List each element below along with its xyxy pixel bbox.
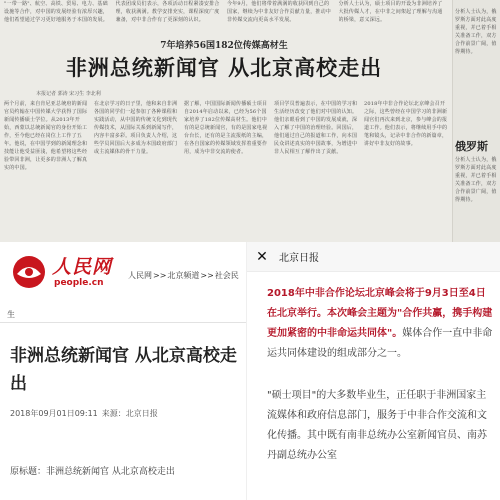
breadcrumb-item-beijing[interactable]: 北京频道 — [167, 271, 200, 280]
article-lead — [267, 284, 495, 364]
newspaper-body — [4, 100, 448, 242]
newspaper-column: 项目学员普遍表示，在中国的学习和生活经历改变了他们对中国的认知。他们亲眼看到了中国的发展成就，深入了解了中国的治理经验。回国后，他们通过自己的报道和工作，向本国民众讲述真实的中国故事，为增进中非人民相互了解作出了贡献。 — [274, 101, 358, 155]
people-daily-article — [0, 242, 246, 500]
article-title: 非洲总统新闻官 从北京高校走出 — [10, 346, 237, 394]
wechat-header — [247, 242, 500, 272]
article-source[interactable]: 来源：北京日报 — [101, 409, 158, 418]
lead-rest: 媒体合作一直中非命运共同体建设的组成部分之一。 — [267, 328, 493, 359]
newspaper-column: 在北京学习的日子里，他和来自非洲各国的同学们一起参加了各种课程和实践活动，从中国的传统文化到现代传媒技术，从国际关系到新闻写作，内容丰富多彩。项目负责人介绍，这些学员回国后大多成为本国政府部门或主流媒体的骨干力量。 — [94, 101, 178, 155]
newspaper-side-title: 俄罗斯 — [455, 140, 488, 153]
lead-highlight: 2018年中非合作论坛北京峰会将于9月3日至4日在北京举行。本次峰会主题为"合作共赢，携手构建更加紧密的中非命运共同体"。 — [267, 288, 493, 339]
wechat-article — [246, 242, 500, 500]
breadcrumb-continuation[interactable]: 生 — [7, 310, 15, 319]
newspaper-column: "一带一路"、航空、高铁、贸易、电力、基础设施等合作，对中国的发展经验有浓厚兴趣，他们希望通过学习更好地服务于本国的发展。 — [4, 1, 109, 23]
breadcrumb — [128, 270, 239, 281]
newspaper-main-article — [0, 0, 448, 242]
newspaper-column: 今年9月，他们将带着满满的收获回到自己的国家，继续为中非友好合作贡献力量，推动中非传媒交流向更高水平发展。 — [227, 1, 332, 23]
newspaper-byline: 本报记者 郭涛 宋习生 李北利 — [36, 91, 101, 97]
newspaper-headline: 非洲总统新闻官 从北京高校走出 — [65, 55, 383, 80]
newspaper-column: 2018年中非合作论坛北京峰会召开之际，这些曾经在中国学习的非洲新闻官们再次来到北京，参与峰会的报道工作。他们表示，将继续用手中的笔和镜头，记录中非合作的新篇章，讲好中非友好的故事。 — [364, 101, 448, 147]
site-header — [0, 248, 246, 304]
breadcrumb-item-home[interactable]: 人民网 — [128, 271, 152, 280]
article-paragraph: "硕士项目"的大多数毕业生，正任职于非洲国家主流媒体和政府信息部门，服务于中非合作交流和文化传播。其中既有南非总统办公室新闻官员、南苏丹副总统办公室 — [267, 390, 487, 461]
newspaper-column: 分析人士认为，硕士项目的开设为非洲培养了大批传媒人才，在中非之间架起了理解与沟通的桥梁，意义深远。 — [338, 1, 443, 23]
newspaper-scan — [0, 0, 500, 242]
breadcrumb-item-society[interactable]: 社会民 — [214, 271, 239, 280]
people-daily-logo[interactable] — [9, 252, 49, 292]
close-icon[interactable]: ✕ — [256, 249, 268, 265]
newspaper-side-column: 分析人士认为，俄罗斯方面对此高度重视，并已着手相关准备工作，双方合作前景广阔，值得期待。 俄罗斯 分析人士认为，俄罗斯方面对此高度重视，并已着手相关准备工作，双方合作前景广阔，值得期待。 — [452, 0, 500, 242]
logo-domain: people.cn — [54, 278, 104, 288]
newspaper-column: 代表团成员们表示，各项活动日程紧凑安排合理，收获满满。教学安排充实，课程深度广度兼备，对中非合作有了更深刻的认识。 — [115, 1, 220, 23]
logo-text: 人民网 — [52, 256, 113, 278]
article-date: 2018年09月01日09:11 — [10, 409, 98, 418]
breadcrumb-separator: >> — [200, 271, 214, 280]
breadcrumb-separator: >> — [153, 271, 167, 280]
newspaper-column: 两个月前，来自肯尼亚总统府的新闻官员约翰在中国传媒大学获得了国际新闻传播硕士学位。从2013年开始，西蒙以总统新闻官的身份开始工作，至今他已经在岗位上工作了五年。他说，在中国学到的新闻理念和技能让他受益匪浅，他希望将这些经验带回非洲，让更多的非洲人了解真实的中国。 — [4, 101, 88, 171]
newspaper-column: 据了解，中国国际新闻传播硕士项目自2014年启动以来，已经为56个国家培养了182位传媒高材生。他们中有的是总统新闻官，有的是国家电视台台长，还有的是主流报纸的主编，在各自国家的传媒领域发挥着重要作用，成为中非交流的使者。 — [184, 101, 268, 155]
original-title: 原标题：非洲总统新闻官 从北京高校走出 — [10, 467, 175, 477]
divider — [0, 322, 246, 323]
account-title: 北京日报 — [279, 253, 319, 264]
newspaper-subtitle: 7年培养56国182位传媒高材生 — [160, 41, 288, 51]
article-meta — [10, 408, 158, 419]
